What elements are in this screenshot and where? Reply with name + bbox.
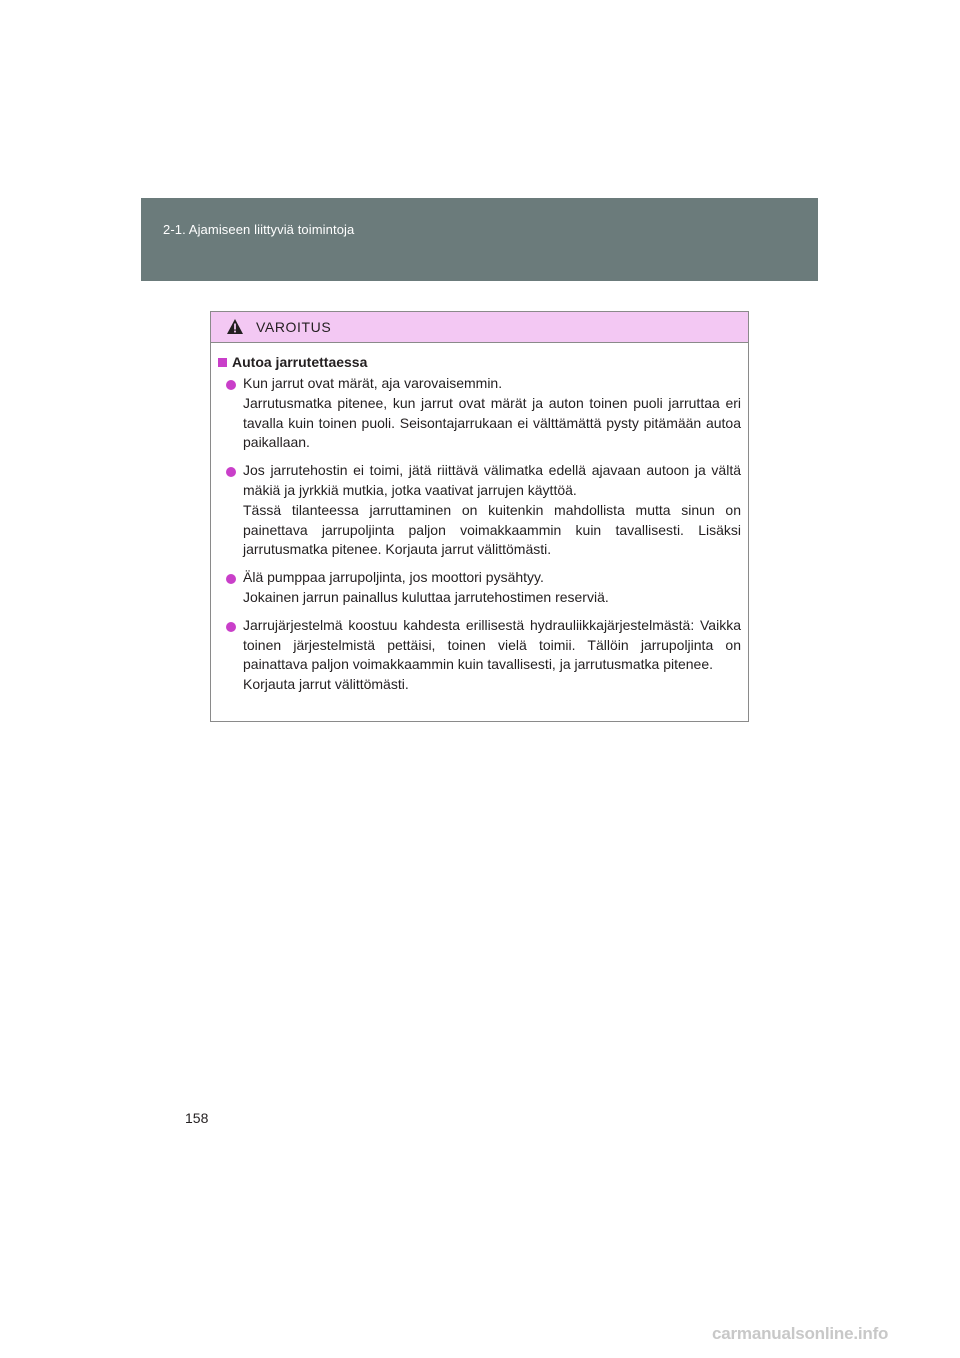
warning-item xyxy=(218,568,741,608)
warning-body xyxy=(211,343,748,695)
warning-item-text xyxy=(243,616,741,695)
warning-item-line: Jarrujärjestelmä koostuu kahdesta erillisestä hydrauliikkajärjestelmästä: Vaikka toinen järjestelmistä pettäisi, toinen vielä toimii. Tällöin jarrupoljinta on painattava paljon voimakkaammin kuin tavallisesti, ja jarrutusmatka pitenee. xyxy=(243,616,741,673)
warning-item-line: Korjauta jarrut välittömästi. xyxy=(243,676,409,693)
warning-item xyxy=(218,461,741,560)
warning-item-line: Tässä tilanteessa jarruttaminen on kuitenkin mahdollista mutta sinun on painettava jarrupoljinta paljon voimakkaammin kuin tavallisesti. Lisäksi jarrutusmatka pitenee. Korjauta jarrut välittömästi. xyxy=(243,501,741,558)
warning-item-line: Jokainen jarrun painallus kuluttaa jarrutehostimen reserviä. xyxy=(243,588,609,605)
section-header-band xyxy=(141,198,818,281)
warning-item-line: Jos jarrutehostin ei toimi, jätä riittävä välimatka edellä ajavaan autoon ja vältä mäkiä ja jyrkkiä mutkia, jotka vaativat jarrujen käyttöä. xyxy=(243,462,741,498)
warning-item-line: Älä pumppaa jarrupoljinta, jos moottori pysähtyy. xyxy=(243,569,544,586)
circle-bullet-icon xyxy=(226,574,236,584)
section-title: 2-1. Ajamiseen liittyviä toimintoja xyxy=(163,222,355,237)
warning-label: VAROITUS xyxy=(256,319,332,335)
warning-item-text xyxy=(243,568,741,608)
warning-item-text xyxy=(243,461,741,560)
circle-bullet-icon xyxy=(226,467,236,477)
warning-header xyxy=(211,312,748,343)
warning-subheading-text: Autoa jarrutettaessa xyxy=(232,354,368,370)
square-bullet-icon xyxy=(218,358,227,367)
watermark: carmanualsonline.info xyxy=(712,1324,889,1343)
warning-item-line: Kun jarrut ovat märät, aja varovaisemmin. xyxy=(243,375,503,391)
circle-bullet-icon xyxy=(226,380,236,390)
warning-item xyxy=(218,374,741,453)
warning-item xyxy=(218,616,741,695)
warning-triangle-icon xyxy=(226,318,244,335)
warning-item-line: Jarrutusmatka pitenee, kun jarrut ovat märät ja auton toinen puoli jarruttaa eri tavalla kuin toinen puoli. Seisontajarrukaan ei välttämättä pysty pitämään autoa paikallaan. xyxy=(243,394,741,451)
warning-box xyxy=(210,311,749,722)
warning-subheading xyxy=(218,352,741,373)
circle-bullet-icon xyxy=(226,622,236,632)
warning-item-text xyxy=(243,374,741,453)
page-number: 158 xyxy=(185,1110,209,1126)
